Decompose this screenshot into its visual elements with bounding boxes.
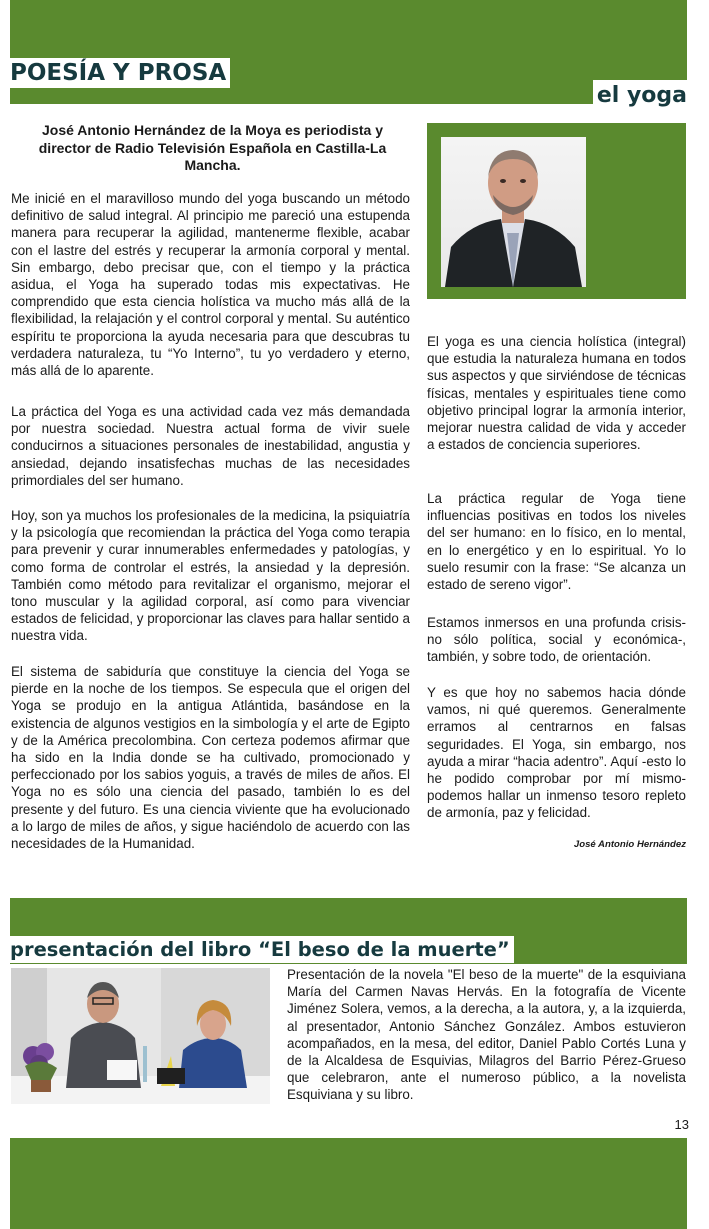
footer-band — [10, 1138, 687, 1229]
section-title: POESÍA Y PROSA — [10, 58, 230, 88]
right-paragraph-4: Y es que hoy no sabemos hacia dónde vamos, ni qué queremos. Generalmente erramos al centrarnos en falsas seguridades. El Yoga, sin embargo, nos ayuda a mirar “hacia adentro”. Aquí -esto lo he podido comprobar por mí mismo- podemos hallar un inmenso tesoro repleto de armonía, paz y felicidad. — [427, 685, 686, 821]
article-lead: José Antonio Hernández de la Moya es periodista y director de Radio Televisión Española en Castilla-La Mancha. — [38, 122, 387, 173]
left-paragraph-2: La práctica del Yoga es una actividad cada vez más demandada por nuestra sociedad. Nuestra actual forma de vivir suele conducirnos a situaciones personales de inestabilidad, angustia y ansiedad, dejando insatisfechas muchas de las necesidades primordiales del ser humano. — [11, 404, 410, 488]
book-section-title: presentación del libro “El beso de la muerte” — [10, 936, 514, 963]
event-illustration — [11, 968, 270, 1104]
right-paragraph-1: El yoga es una ciencia holística (integral) que estudia la naturaleza humana en todos sus aspectos y que sirviéndose de técnicas físicas, mentales y espirituales tiene como objetivo principal lograr la armonía interior, mejorar nuestra calidad de vida y acceder a estados de conciencia superiores. — [427, 334, 686, 453]
right-paragraph-2: La práctica regular de Yoga tiene influencias positivas en todos los niveles del ser humano: en lo físico, en lo mental, en lo energético y en lo espiritual. Yo lo suelo resumir con la frase: “Se alcanza un estado de sereno vigor”. — [427, 491, 686, 593]
header-band — [10, 0, 687, 104]
left-paragraph-1: Me inicié en el maravilloso mundo del yoga buscando un método definitivo de salud integral. Al principio me pareció una estupenda manera para recuperar la agilidad, mantenerme flexible, acabar con el lastre del estrés y recuperar la armonía corporal y mental. Sin embargo, debo precisar que, con el tiempo y la práctica asidua, el Yoga ha superado todas mis expectativas. He comprendido que esta ciencia holística va mucho más allá de la flexibilidad, la relajación y el control corporal y mental. Su auténtico espíritu te proporciona la ayuda necesaria para que descubras tu verdadera naturaleza, tu “Yo Interno”, tu yo verdadero y eterno, más allá de lo aparente. — [11, 191, 410, 379]
right-paragraph-3: Estamos inmersos en una profunda crisis- no sólo política, social y económica-, también, y sobre todo, de orientación. — [427, 615, 686, 665]
article-title: el yoga — [593, 80, 687, 112]
book-caption: Presentación de la novela "El beso de la muerte" de la esquiviana María del Carmen Navas Hervás. En la fotografía de Vicente Jiménez Solera, vemos, a la derecha, a la autora, y, a la izquierda, al presentador, Antonio Sánchez González. Ambos estuvieron acompañados, en la mesa, del editor, Daniel Pablo Cortés Luna y de la Alcaldesa de Esquivias, Milagros del Barrio Pérez-Grueso que celebraron, ante el numeroso público, a la novelista Esquiviana y su libro. — [287, 967, 686, 1103]
page-number: 13 — [674, 1117, 689, 1132]
left-paragraph-3: Hoy, son ya muchos los profesionales de la medicina, la psiquiatría y la psicología que recomiendan la práctica del Yoga como terapia para prevenir y curar innumerables enfermedades y patologías, y como forma de controlar el estrés, la ansiedad y la depresión. También como método para revitalizar el organismo, mejorar el tono muscular y la agilidad corporal, así como para vivenciar estados de felicidad, y proporcionar las claves para hallar sentido a nuestra vida. — [11, 508, 410, 644]
author-signature: José Antonio Hernández — [573, 839, 686, 850]
portrait-photo — [441, 137, 586, 287]
left-paragraph-4: El sistema de sabiduría que constituye la ciencia del Yoga se pierde en la noche de los tiempos. Se especula que el origen del Yoga se produjo en la antigua Atlántida, basándose en la existencia de algunos vestigios en la simbología y el arte de Egipto y de la América precolombina. Con certeza podemos afirmar que ha sido en la India donde se ha cultivado, promocionado y perfeccionado por los sabios yoguis, a través de miles de años. El Yoga no es sólo una ciencia del pasado, también lo es del presente y del futuro. Es una ciencia viviente que ha evolucionado a lo largo de miles de años, y sigue haciéndolo de acuerdo con las necesidades de la Humanidad. — [11, 664, 410, 852]
portrait-illustration — [441, 137, 586, 287]
event-photo — [11, 968, 270, 1104]
